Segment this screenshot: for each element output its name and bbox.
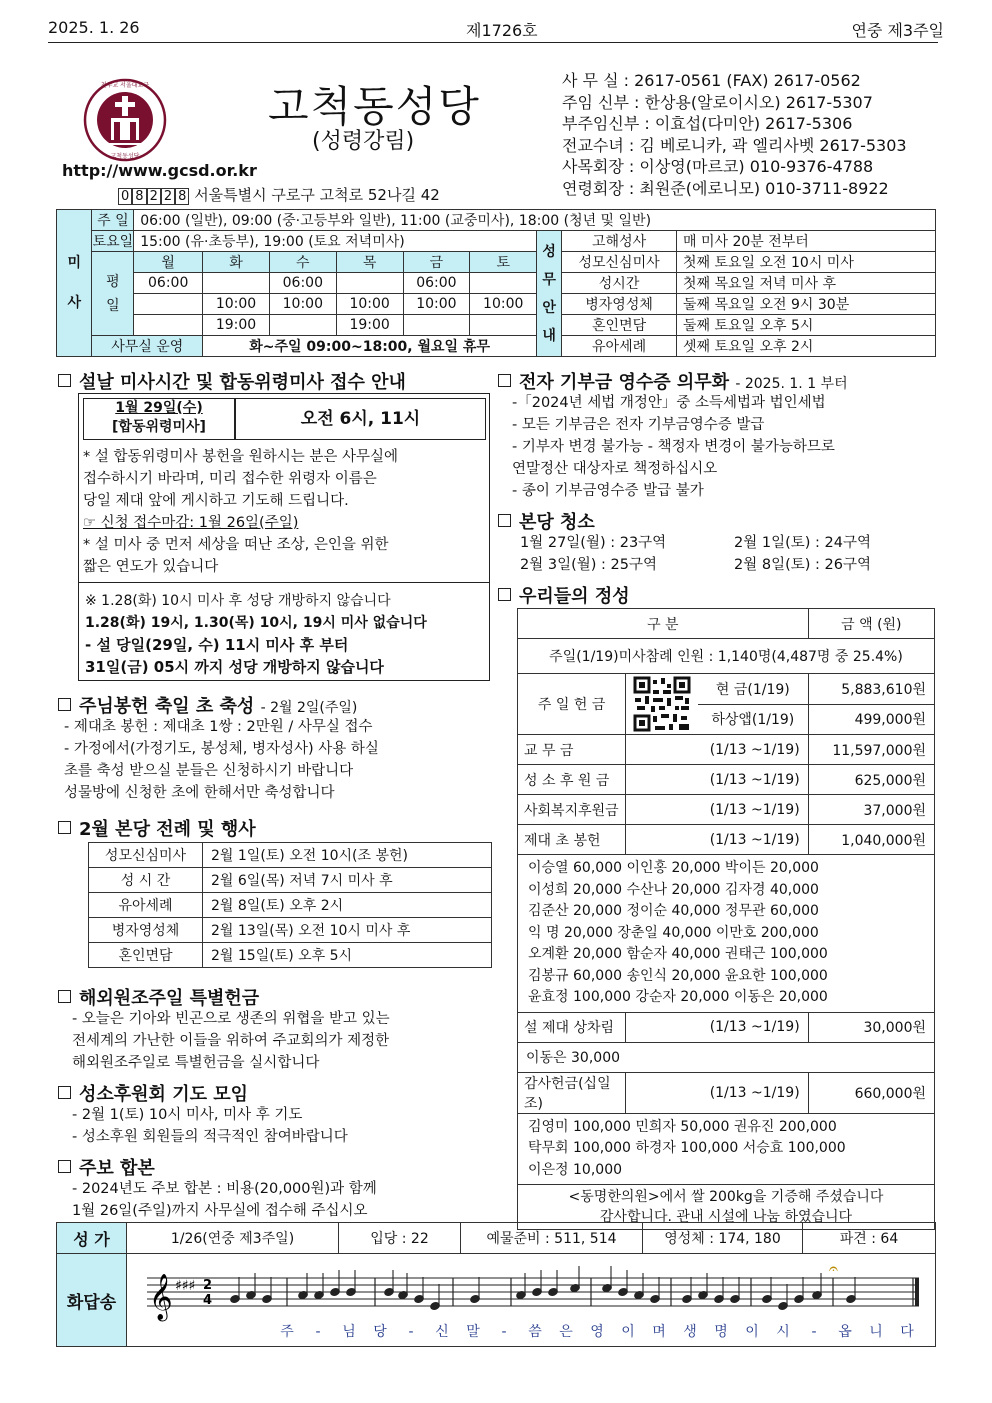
lyric-syllable: 신 <box>435 1324 449 1340</box>
mass-schedule-table <box>56 209 936 357</box>
time-signature-icon: 2 <box>203 1278 213 1293</box>
closure-line: ※ 1.28(화) 10시 미사 후 성당 개방하지 않습니다 <box>85 593 391 609</box>
candle-line: 성물방에 신청한 초에 한해서만 축성합니다 <box>64 785 335 801</box>
receipt-line: -「2024년 세법 개정안」중 소득세법과 법인세법 <box>512 395 826 411</box>
mass-time: 06:00 <box>134 273 203 294</box>
lyric-syllable: 옵 <box>838 1324 852 1340</box>
altar-donors: 이동은 30,000 <box>518 1042 935 1072</box>
office-hours: 화~주일 09:00~18:00, 월요일 휴무 <box>203 336 537 357</box>
receipt-line: - 기부자 변경 불가능 - 책정자 변경이 불가능하므로 <box>512 439 835 455</box>
mass-time <box>336 273 403 294</box>
mass-time <box>134 315 203 336</box>
donor-line: 김봉규 60,000 송인식 20,000 윤요한 100,000 <box>528 967 828 984</box>
music-staff <box>127 1254 933 1342</box>
col-amount: 금 액 (원) <box>808 609 934 639</box>
donor-line: 오계환 20,000 함순자 40,000 권태근 100,000 <box>528 946 828 962</box>
lyric-syllable: 이 <box>745 1324 759 1340</box>
sacrament-name: 성시간 <box>562 273 677 294</box>
offering-period: (1/13 ~1/19) <box>626 795 808 825</box>
day-sat: 토 <box>470 252 537 273</box>
cash-label: 현 금(1/19) <box>698 674 808 705</box>
overseas-line: 전세계의 가난한 이들을 위하여 주교회의가 제정한 <box>72 1033 390 1049</box>
mass-time: 10:00 <box>203 294 270 315</box>
seollal-mass-times: 오전 6시, 11시 <box>235 398 486 440</box>
event-date: 2월 8일(토) 오후 2시 <box>203 893 492 918</box>
event-date: 2월 6일(목) 저녁 7시 미사 후 <box>203 868 492 893</box>
saturday-times: 15:00 (유·초등부), 19:00 (토요 저녁미사) <box>134 231 537 252</box>
church-name: 고척동성당 <box>268 82 481 131</box>
hymn-table <box>56 1222 936 1347</box>
overseas-line: - 오늘은 기아와 빈곤으로 생존의 위협을 받고 있는 <box>72 1011 390 1027</box>
offering-name: 교 무 금 <box>518 735 626 765</box>
mass-time <box>470 315 537 336</box>
receipt-section-title: 전자 기부금 영수증 의무화 - 2025. 1. 1 부터 <box>498 368 848 394</box>
office-hours-label: 사무실 운영 <box>92 336 203 357</box>
altar-label: 설 제대 상차림 <box>518 1012 626 1042</box>
mass-label: 미 사 <box>57 210 92 357</box>
lyric-syllable: - <box>408 1324 414 1340</box>
donor-line: 익 명 20,000 장춘일 40,000 이만호 200,000 <box>528 924 819 941</box>
offering-period: (1/13 ~1/19) <box>626 765 808 795</box>
seollal-note: 당일 제대 앞에 게시하고 기도해 드립니다. <box>83 493 349 509</box>
lyric-syllable: 생 <box>683 1324 697 1340</box>
sacrament-name: 유아세례 <box>562 336 677 357</box>
saturday-label: 토요일 <box>92 231 134 252</box>
candle-donor-list <box>518 855 935 1013</box>
day-fri: 금 <box>403 252 470 273</box>
liturgy-subtitle: (성령강림) <box>312 129 415 154</box>
mass-time <box>403 315 470 336</box>
sacrament-name: 병자영성체 <box>562 294 677 315</box>
hymn-label: 성 가 <box>57 1223 127 1254</box>
cleaning-entry: 2월 1일(토) : 24구역 <box>734 535 871 551</box>
lyric-syllable: - <box>811 1324 817 1340</box>
sunday-offering-label: 주 일 헌 금 <box>518 674 626 735</box>
offering-name: 제대 초 봉헌 <box>518 825 626 855</box>
note-line: <동명한의원>에서 쌀 200kg을 기증해 주셨습니다 <box>568 1189 884 1205</box>
seollal-closure <box>85 590 427 678</box>
psalm-score <box>127 1254 936 1347</box>
receipt-line: - 모든 기부금은 전자 기부금영수증 발급 <box>512 417 765 433</box>
event-date: 2월 1일(토) 오전 10시(조 봉헌) <box>203 843 492 868</box>
website-link[interactable]: http://www.gcsd.or.kr <box>62 161 257 180</box>
offerings-section-title: 우리들의 정성 <box>498 582 630 608</box>
day-mon: 월 <box>134 252 203 273</box>
event-name: 혼인면담 <box>89 943 203 968</box>
donor-line: 김영미 100,000 민희자 50,000 권유진 200,000 <box>528 1118 837 1135</box>
prayer-line: - 2월 1(토) 10시 미사, 미사 후 기도 <box>72 1107 303 1123</box>
contact-council-president: 사목회장 : 이상영(마르코) 010-9376-4788 <box>562 157 874 177</box>
contact-pastor: 주임 신부 : 한상용(알로이시오) 2617-5307 <box>562 92 873 112</box>
lyric-syllable: 이 <box>621 1324 635 1340</box>
feb-events-table <box>88 842 492 968</box>
thanks-period: (1/13 ~1/19) <box>626 1072 808 1113</box>
thanks-label: 감사헌금(십일조) <box>518 1072 626 1113</box>
svg-text:천주교 서울대교구: 천주교 서울대교구 <box>100 82 150 89</box>
cleaning-section-title: 본당 청소 <box>498 508 595 534</box>
sacrament-name: 고해성사 <box>562 231 677 252</box>
closure-line: 1.28(화) 19시, 1.30(목) 10시, 19시 미사 없습니다 <box>85 615 427 631</box>
day-wed: 수 <box>269 252 336 273</box>
event-date: 2월 13일(목) 오전 10시 미사 후 <box>203 918 492 943</box>
seollal-note: 접수하시기 바라며, 미리 접수한 위령자 이름은 <box>83 471 377 487</box>
sacrament-time: 첫째 목요일 저녁 미사 후 <box>676 273 935 294</box>
hymn-offertory: 예물준비 : 511, 514 <box>461 1223 643 1254</box>
closure-line: - 설 당일(29일, 수) 11시 미사 후 부터 <box>85 636 349 654</box>
header-divider <box>48 42 938 43</box>
sacrament-name: 성모신심미사 <box>562 252 677 273</box>
candle-line: - 제대초 봉헌 : 제대초 1쌍 : 2만원 / 사무실 접수 <box>64 719 373 735</box>
cleaning-entry: 2월 8일(토) : 26구역 <box>734 557 871 573</box>
event-name: 성 시 간 <box>89 868 203 893</box>
issue-number: 제1726호 <box>466 21 538 40</box>
offering-amount: 37,000원 <box>808 795 934 825</box>
offering-name: 사회복지후원금 <box>518 795 626 825</box>
donor-line: 김준산 20,000 정이순 40,000 정무관 60,000 <box>528 903 819 919</box>
lyric-syllable: 며 <box>652 1324 666 1340</box>
seollal-note: * 설 미사 중 먼저 세상을 떠난 조상, 은인을 위한 <box>83 537 389 553</box>
svg-text:고척동성당: 고척동성당 <box>110 153 140 160</box>
prayer-section-title: 성소후원회 기도 모임 <box>58 1080 248 1106</box>
seollal-date-cell: 1월 29일(수) [합동위령미사] <box>83 398 235 440</box>
liturgical-season: 연중 제3주일 <box>851 21 944 40</box>
candle-line: - 가정에서(가정기도, 봉성체, 병자성사) 사용 하실 <box>64 741 379 757</box>
sacrament-time: 셋째 토요일 오후 2시 <box>676 336 935 357</box>
mass-time <box>269 315 336 336</box>
seollal-divider <box>79 582 489 583</box>
mass-time: 06:00 <box>403 273 470 294</box>
prayer-line: - 성소후원 회원들의 적극적인 참여바랍니다 <box>72 1129 348 1145</box>
overseas-lines <box>72 1008 390 1074</box>
donor-line: 탁무회 100,000 하경자 100,000 서승효 100,000 <box>528 1140 846 1156</box>
address-line <box>118 184 440 205</box>
qr-code-cell <box>626 674 698 735</box>
sacrament-time: 둘째 토요일 오후 5시 <box>676 315 935 336</box>
receipt-line: - 종이 기부금영수증 발급 불가 <box>512 483 704 499</box>
offering-amount: 625,000원 <box>808 765 934 795</box>
attendance-row: 주일(1/19)미사참례 인원 : 1,140명(4,487명 중 25.4%) <box>518 639 935 674</box>
binding-line: 1월 26일(주일)까지 사무실에 접수해 주십시오 <box>72 1203 368 1219</box>
mass-time: 10:00 <box>336 294 403 315</box>
col-category: 구 분 <box>518 609 809 639</box>
lyric-syllable: 시 <box>776 1324 790 1340</box>
lyric-syllable: 명 <box>714 1324 728 1340</box>
lyric-syllable: 니 <box>869 1324 883 1340</box>
mass-time <box>470 273 537 294</box>
street-address: 서울특별시 구로구 고척로 52나길 42 <box>194 186 440 204</box>
day-thu: 목 <box>336 252 403 273</box>
binding-section-title: 주보 합본 <box>58 1154 155 1180</box>
thanks-amount: 660,000원 <box>808 1072 934 1113</box>
contact-list <box>562 70 942 200</box>
receipt-line: 연말정산 대상자로 책정하십시오 <box>512 461 718 477</box>
overseas-section-title: 해외원조주일 특별헌금 <box>58 984 259 1010</box>
fermata-icon: 𝄐 <box>829 1259 838 1278</box>
note-line: 감사합니다. 관내 시설에 나눔 하였습니다 <box>599 1209 853 1225</box>
prayer-lines <box>72 1104 348 1148</box>
receipt-lines <box>512 392 835 502</box>
mass-time: 19:00 <box>203 315 270 336</box>
sunday-label: 주 일 <box>92 210 134 231</box>
hymn-dismissal: 파견 : 64 <box>803 1223 936 1254</box>
lyric-syllable: 씀 <box>528 1324 542 1340</box>
treble-clef-icon: 𝄞 <box>149 1274 173 1320</box>
key-signature-icon: ♯♯♯ <box>175 1278 196 1294</box>
app-label: 하상앱(1/19) <box>698 704 808 735</box>
candle-line: 초를 축성 받으실 분들은 신청하시기 바랍니다 <box>64 763 354 779</box>
offering-amount: 11,597,000원 <box>808 735 934 765</box>
mass-time: 19:00 <box>336 315 403 336</box>
lyric-syllable: 님 <box>342 1324 356 1340</box>
thanks-donor-list <box>518 1113 935 1185</box>
altar-amount: 30,000원 <box>808 1012 934 1042</box>
contact-office: 사 무 실 : 2617-0561 (FAX) 2617-0562 <box>562 71 861 90</box>
lyric-syllable: 영 <box>590 1324 604 1340</box>
lyric-syllable: 말 <box>466 1324 480 1340</box>
donor-line: 이은정 10,000 <box>528 1161 623 1178</box>
offerings-table <box>517 608 935 1230</box>
offering-name: 성 소 후 원 금 <box>518 765 626 795</box>
seollal-notes <box>83 446 481 578</box>
seollal-section-title: 설날 미사시간 및 합동위령미사 접수 안내 <box>58 368 406 394</box>
lyric-syllable: 은 <box>559 1324 573 1340</box>
event-name: 병자영성체 <box>89 918 203 943</box>
lyric-syllable: - <box>501 1324 507 1340</box>
hymn-communion: 영성체 : 174, 180 <box>643 1223 803 1254</box>
cleaning-entry: 2월 3일(월) : 25구역 <box>520 557 657 573</box>
mass-time: 10:00 <box>403 294 470 315</box>
offering-amount: 1,040,000원 <box>808 825 934 855</box>
contact-associate-pastor: 부주임신부 : 이효섭(다미안) 2617-5306 <box>562 114 853 134</box>
seollal-deadline: ☞ 신청 접수마감: 1월 26일(주일) <box>83 515 299 531</box>
event-name: 유아세례 <box>89 893 203 918</box>
event-date: 2월 15일(토) 오후 5시 <box>203 943 492 968</box>
app-amount: 499,000원 <box>808 704 934 735</box>
mass-time: 10:00 <box>269 294 336 315</box>
lyric-syllable: - <box>315 1324 321 1340</box>
cash-amount: 5,883,610원 <box>808 674 934 705</box>
lyric-syllable: 다 <box>900 1324 914 1340</box>
binding-line: - 2024년도 주보 합본 : 비용(20,000원)과 함께 <box>72 1181 377 1197</box>
overseas-line: 해외원조주일로 특별헌금을 실시합니다 <box>72 1055 320 1071</box>
seollal-box <box>78 393 490 681</box>
lyric-syllable: 주 <box>280 1324 294 1340</box>
weekday-label: 평 일 <box>92 252 134 336</box>
donor-line: 이승열 60,000 이인홍 20,000 박이든 20,000 <box>528 860 819 876</box>
mass-time <box>134 294 203 315</box>
contact-sisters: 전교수녀 : 김 베로니카, 곽 엘리사벳 2617-5303 <box>562 135 907 155</box>
cleaning-entry: 1월 27일(월) : 23구역 <box>520 535 667 551</box>
binding-lines <box>72 1178 377 1222</box>
day-tue: 화 <box>203 252 270 273</box>
svg-text:4: 4 <box>203 1293 213 1308</box>
sacrament-time: 첫째 토요일 오전 10시 미사 <box>676 252 935 273</box>
sacrament-time: 둘째 목요일 오전 9시 30분 <box>676 294 935 315</box>
candle-section-title: 주님봉헌 축일 초 축성 - 2월 2일(주일) <box>58 692 357 718</box>
feb-events-section-title: 2월 본당 전례 및 행사 <box>58 815 256 841</box>
cleaning-schedule <box>520 532 871 576</box>
sacrament-time: 매 미사 20분 전부터 <box>676 231 935 252</box>
hymn-date: 1/26(연중 제3주일) <box>127 1223 339 1254</box>
event-name: 성모신심미사 <box>89 843 203 868</box>
issue-date: 2025. 1. 26 <box>48 18 140 37</box>
candle-lines <box>64 716 379 804</box>
seollal-note: 짧은 연도가 있습니다 <box>83 559 219 575</box>
mass-time: 06:00 <box>269 273 336 294</box>
offering-period: (1/13 ~1/19) <box>626 735 808 765</box>
sacrament-guide-label: 성 무 안 내 <box>537 231 562 357</box>
donor-line: 이성희 20,000 수산나 20,000 김자경 40,000 <box>528 881 819 898</box>
sunday-times: 06:00 (일반), 09:00 (중·고등부와 일반), 11:00 (교중미사), 18:00 (청년 및 일반) <box>134 210 936 231</box>
contact-funeral-society: 연령회장 : 최원준(에로니모) 010-3711-8922 <box>562 178 889 198</box>
mass-time <box>203 273 270 294</box>
closure-line: 31일(금) 05시 까지 성당 개방하지 않습니다 <box>85 658 384 676</box>
qr-code-icon[interactable] <box>633 676 691 732</box>
offering-period: (1/13 ~1/19) <box>626 825 808 855</box>
parish-seal-logo <box>83 78 167 162</box>
lyric-syllable: 당 <box>373 1324 387 1340</box>
psalm-label: 화답송 <box>57 1254 127 1347</box>
seollal-note: * 설 합동위령미사 봉헌을 원하시는 분은 사무실에 <box>83 449 399 465</box>
sacrament-name: 혼인면담 <box>562 315 677 336</box>
postal-code: 0 8 2 2 8 <box>118 188 189 205</box>
hymn-entrance: 입당 : 22 <box>339 1223 461 1254</box>
altar-period: (1/13 ~1/19) <box>626 1012 808 1042</box>
donor-line: 윤효정 100,000 강순자 20,000 이동은 20,000 <box>528 989 828 1005</box>
mass-time: 10:00 <box>470 294 537 315</box>
